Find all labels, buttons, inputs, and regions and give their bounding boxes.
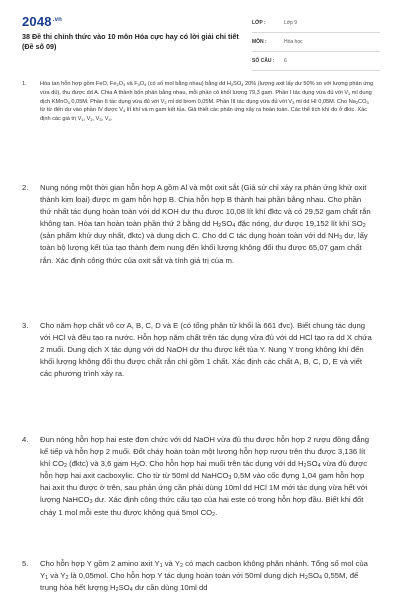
info-value: Hóa học <box>284 39 303 45</box>
question-text: Hòa tan hỗn hợp gồm FeO, $Fe_2O_3$ và $F_3O_4$ (có số mol bằng nhau) bằng dd $H_2SO_4$ 20% (lượng axit lấy dư 50% so với lượng phản ứng vừa đủ), thu được dd A. Chia A thành bốn phần bằng nhau, mỗi phần có khối lượng 79,3 gam. Phần I tác dụng vừa đủ với $V_1$ ml dung dịch KMnO$_4$ 0,05M. Phần II tác dụng vừa đủ với $V_2$ ml dd brom 0,05M. Phần III tác dụng vừa đủ với $V_3$ ml dd HI 0,05M. Cho $Na_2CO_3$ từ từ đến dư vào phần IV được $V_4$ lít khí và m gam kết tủa. Giả thiết các phản ứng xảy ra hoàn toàn. Các thể tích khí đo ở đktc. Xác định các giá trị $V_1$, $V_2$, $V_3$, $V_4$. <box>40 81 374 123</box>
info-value: Lớp 9 <box>284 20 298 26</box>
question-number: 2. <box>22 183 29 192</box>
question-number: 5. <box>22 559 29 568</box>
question-text: Đun nóng hỗn hợp hai este đơn chức với dd NaOH vừa đủ thu được hỗn hợp 2 rượu đồng đẳng kế tiếp và hỗn hợp 2 muối. Đốt cháy hoàn toàn một lượng hỗn hợp rượu trên thu được 3,136 lít khí $CO_2$ (đktc) và 3,6 gam $H_2O$. Cho hỗn hợp hai muối trên tác dụng với dd $H_2SO_4$ vừa đủ được hỗn hợp hai axit cacboxylic. Cho từ từ 50ml dd NaHCO$_3$ 0,5M vào cốc đựng 1,04 gam hỗn hợp hai axit thu được ở trên, sau phản ứng cần phải dùng 10ml dd HCl 1M mới tác dụng vừa hết với lượng NaHCO$_3$ dư. Xác định công thức cấu tạo của hai este có trong hỗn hợp đầu. Biết khi đốt cháy 1 mol mỗi este thu được không quá 5mol $CO_2$. <box>40 435 370 518</box>
question-text: Cho năm hợp chất vô cơ A, B, C, D và E (có tổng phân tử khối là 661 đvc). Biết chung tác dụng với HCl và đều tạo ra nước. Hỗn hợp năm chất trên tác dụng vừa đủ với dd HCl tạo ra dd X chứa 2 muối. Dung dịch X tác dụng với dd NaOH dư thu được kết tủa Y. Nung Y trong không khí đến khối lượng không đổi thu được chất rắn chỉ gồm 1 chất. Xác định các chất A, B, C, D, E và viết các phương trình xảy ra. <box>40 321 372 379</box>
page-title: 38 Đề thi chính thức vào 10 môn Hóa cực hay có lời giải chi tiết (Đề số 09) <box>22 32 239 51</box>
question-number: 3. <box>22 321 29 330</box>
question-text: Nung nóng một thời gian hỗn hợp A gồm Al và một oxit sắt (Giả sử chỉ xảy ra phản ứng khử oxit thành kim loại) được m gam hỗn hợp B. Chia hỗn hợp B thành hai phần bằng nhau. Cho phần thứ nhất tác dụng hoàn toàn với dd KOH dư thu được 10,08 lít khí đktc và có 29,52 gam chất rắn không tan. Hòa tan hoàn toàn phần thứ 2 bằng dd $H_2SO_4$ đặc nóng, dư được 19,152 lít khí $SO_2$ (sản phẩm khử duy nhất, đktc) và dung dịch C. Cho dd C tác dụng hoàn toàn với dd $NH_3$ dư, lấy toàn bộ lượng kết tủa tạo thành đem nung đến khối lượng không đổi thu được 65,07 gam chất rắn. Xác định công thức của oxit sắt và tính giá trị của m. <box>40 183 371 265</box>
question-2 <box>22 182 374 267</box>
info-value: 6 <box>284 58 287 64</box>
question-4 <box>22 434 374 519</box>
info-label: MÔN : <box>252 39 267 45</box>
info-row-question-count <box>252 52 380 71</box>
question-3 <box>22 320 374 380</box>
document-header <box>0 0 400 70</box>
question-number: 4. <box>22 435 29 444</box>
question-5 <box>22 558 374 594</box>
info-row-subject <box>252 33 380 52</box>
info-label: SỐ CÂU : <box>252 58 275 64</box>
question-1 <box>22 80 374 124</box>
info-label: LỚP : <box>252 20 266 26</box>
info-row-class <box>252 14 380 33</box>
question-text: Cho hỗn hợp Y gồm 2 amino axit $Y_1$ và $Y_2$ có mạch cacbon không phân nhánh. Tổng số mol của $Y_1$ và $Y_2$ là 0,05mol. Cho hỗn hợp Y tác dụng hoàn toàn với 50ml dung dịch $H_2SO_4$ 0,55M, để trung hòa hết lượng $H_2SO_4$ dư cần dùng 10ml dd <box>40 559 368 594</box>
info-table <box>252 14 380 71</box>
question-number: 1. <box>22 81 27 87</box>
site-logo[interactable]: $2048^{.vn}$ <box>22 14 63 29</box>
